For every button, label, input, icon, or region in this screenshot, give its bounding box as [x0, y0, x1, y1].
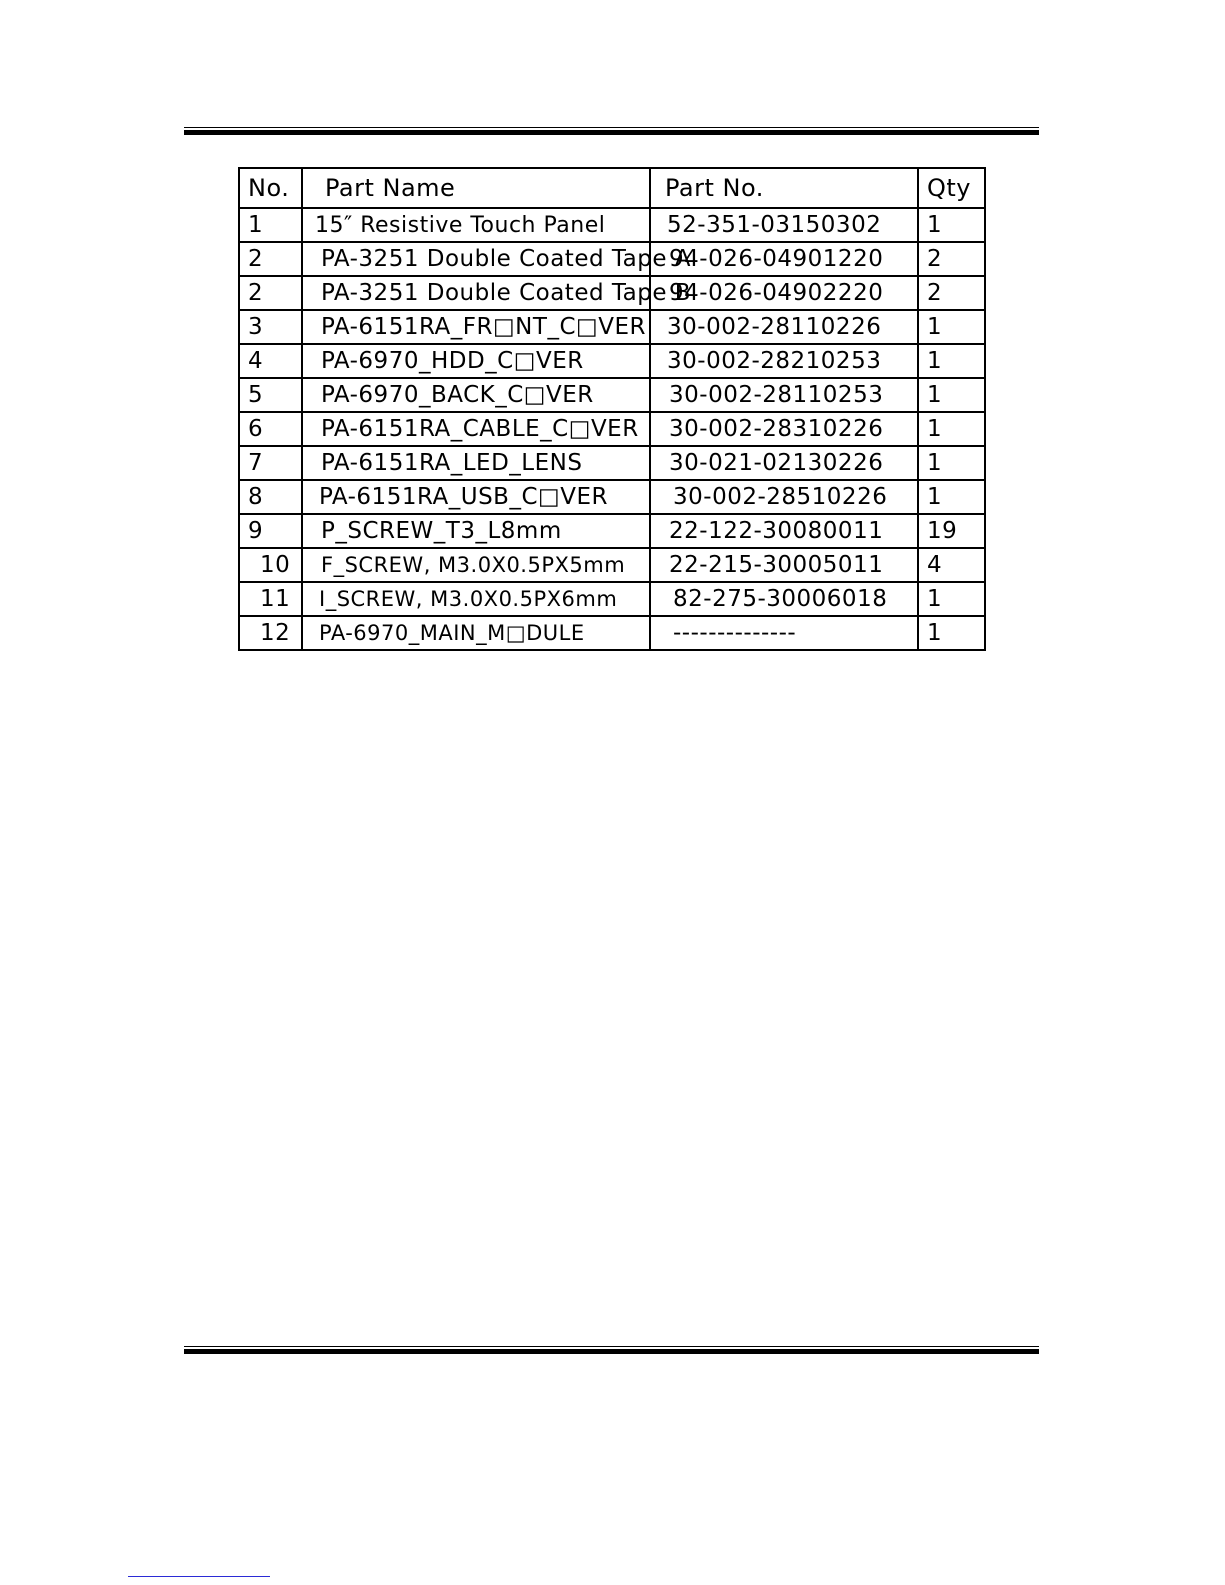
cell-part-name: PA-6970_MAIN_M□DULE: [302, 616, 650, 650]
cell-part-no: 30-021-02130226: [650, 446, 918, 480]
cell-part-name: PA-6151RA_USB_C□VER: [302, 480, 650, 514]
cell-part-name: PA-6151RA_LED_LENS: [302, 446, 650, 480]
cell-part-name: PA-3251 Double Coated Tape A: [302, 242, 650, 276]
cell-no: 7: [239, 446, 302, 480]
cell-part-name: PA-3251 Double Coated Tape B: [302, 276, 650, 310]
footer-rule: [184, 1346, 1039, 1354]
cell-no: 2: [239, 276, 302, 310]
cell-no: 10: [239, 548, 302, 582]
header-rule: [184, 127, 1039, 135]
header-no: No.: [239, 168, 302, 208]
cell-qty: 1: [918, 582, 985, 616]
cell-part-no: 30-002-28110226: [650, 310, 918, 344]
cell-no: 4: [239, 344, 302, 378]
cell-qty: 2: [918, 242, 985, 276]
table-header-row: [239, 168, 985, 208]
cell-qty: 2: [918, 276, 985, 310]
table-row: [239, 242, 985, 276]
cell-qty: 4: [918, 548, 985, 582]
table-row: [239, 582, 985, 616]
cell-no: 6: [239, 412, 302, 446]
cell-no: 2: [239, 242, 302, 276]
cell-part-no: 52-351-03150302: [650, 208, 918, 242]
cell-no: 5: [239, 378, 302, 412]
cell-no: 9: [239, 514, 302, 548]
cell-part-no: 22-215-30005011: [650, 548, 918, 582]
cell-no: 8: [239, 480, 302, 514]
cell-qty: 1: [918, 446, 985, 480]
cell-part-name: PA-6151RA_FR□NT_C□VER: [302, 310, 650, 344]
cell-part-no: 30-002-28510226: [650, 480, 918, 514]
cell-part-no: 22-122-30080011: [650, 514, 918, 548]
parts-table: [238, 167, 986, 651]
table-row: [239, 344, 985, 378]
cell-qty: 1: [918, 310, 985, 344]
cell-qty: 1: [918, 412, 985, 446]
cell-no: 1: [239, 208, 302, 242]
cell-qty: 1: [918, 208, 985, 242]
header-part-no: Part No.: [650, 168, 918, 208]
table-row: [239, 514, 985, 548]
table-row: [239, 480, 985, 514]
footer-link-underline: [128, 1576, 270, 1577]
cell-qty: 19: [918, 514, 985, 548]
cell-part-name: PA-6151RA_CABLE_C□VER: [302, 412, 650, 446]
cell-part-no: --------------: [650, 616, 918, 650]
cell-part-name: PA-6970_HDD_C□VER: [302, 344, 650, 378]
cell-part-name: F_SCREW, M3.0X0.5PX5mm: [302, 548, 650, 582]
cell-part-no: 94-026-04902220: [650, 276, 918, 310]
cell-no: 3: [239, 310, 302, 344]
table-row: [239, 276, 985, 310]
header-qty: Qty: [918, 168, 985, 208]
cell-no: 11: [239, 582, 302, 616]
cell-qty: 1: [918, 378, 985, 412]
cell-part-no: 30-002-28210253: [650, 344, 918, 378]
header-part-name: Part Name: [302, 168, 650, 208]
cell-part-no: 30-002-28110253: [650, 378, 918, 412]
table-row: [239, 378, 985, 412]
cell-qty: 1: [918, 616, 985, 650]
cell-part-name: 15″ Resistive Touch Panel: [302, 208, 650, 242]
cell-part-no: 94-026-04901220: [650, 242, 918, 276]
cell-part-name: PA-6970_BACK_C□VER: [302, 378, 650, 412]
table-row: [239, 446, 985, 480]
cell-qty: 1: [918, 480, 985, 514]
table-row: [239, 412, 985, 446]
table-row: [239, 310, 985, 344]
cell-no: 12: [239, 616, 302, 650]
table-row: [239, 616, 985, 650]
cell-part-name: I_SCREW, M3.0X0.5PX6mm: [302, 582, 650, 616]
table-row: [239, 208, 985, 242]
cell-part-no: 82-275-30006018: [650, 582, 918, 616]
table-row: [239, 548, 985, 582]
cell-part-no: 30-002-28310226: [650, 412, 918, 446]
cell-part-name: P_SCREW_T3_L8mm: [302, 514, 650, 548]
cell-qty: 1: [918, 344, 985, 378]
